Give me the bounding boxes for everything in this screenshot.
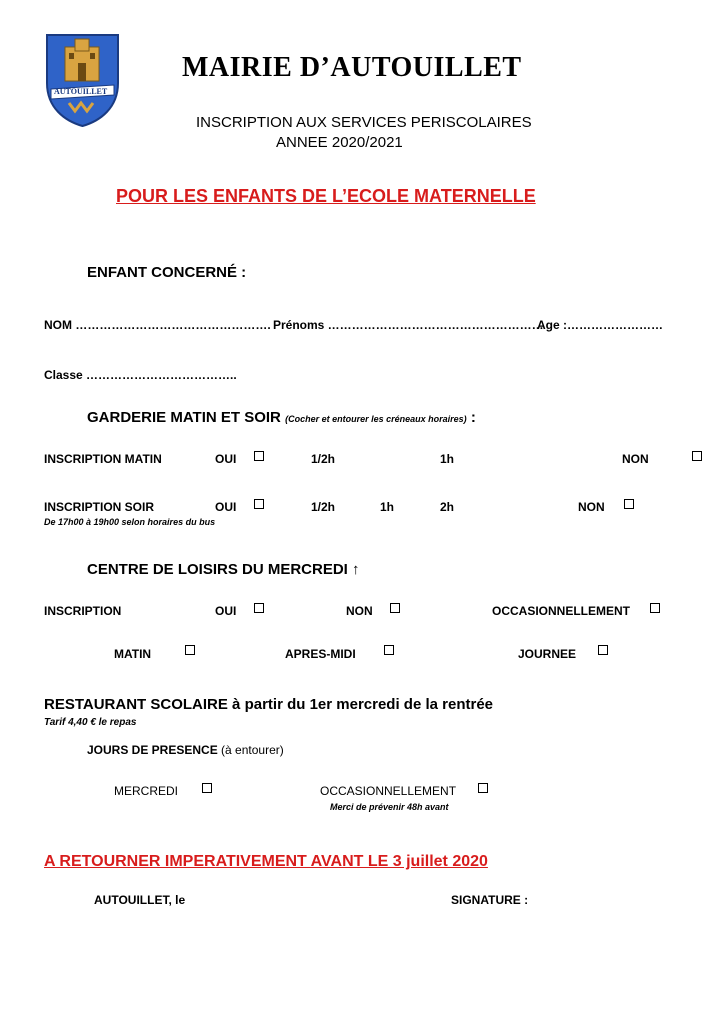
matin-non-checkbox[interactable] bbox=[692, 451, 702, 461]
arrow-up-icon: ↑ bbox=[352, 561, 360, 578]
jours-note: (à entourer) bbox=[221, 743, 284, 757]
loisirs-journee-checkbox[interactable] bbox=[598, 645, 608, 655]
jours-title: JOURS DE PRESENCE bbox=[87, 743, 218, 757]
section-restaurant: RESTAURANT SCOLAIRE à partir du 1er mercredi de la rentrée bbox=[44, 696, 494, 713]
garderie-title: GARDERIE MATIN ET SOIR bbox=[87, 409, 281, 426]
nom-field[interactable]: NOM …………………………………………. bbox=[44, 318, 271, 332]
soir-note: De 17h00 à 19h00 selon horaires du bus bbox=[44, 517, 216, 527]
loisirs-inscription-label: INSCRIPTION bbox=[44, 604, 122, 618]
deadline-notice: A RETOURNER IMPERATIVEMENT AVANT LE 3 juillet 2020 bbox=[44, 853, 488, 870]
tarif-note: Tarif 4,40 € le repas bbox=[44, 717, 137, 728]
page-title: MAIRIE D’AUTOUILLET bbox=[182, 52, 522, 83]
crest-logo bbox=[45, 33, 120, 128]
inscription-soir-label: INSCRIPTION SOIR bbox=[44, 500, 155, 514]
loisirs-occasionnellement-checkbox[interactable] bbox=[650, 603, 660, 613]
place-date-label[interactable]: AUTOUILLET, le bbox=[94, 893, 186, 907]
loisirs-matin-label: MATIN bbox=[114, 647, 152, 661]
main-heading: POUR LES ENFANTS DE L’ECOLE MATERNELLE bbox=[116, 186, 536, 206]
crest-text: AUTOUILLET bbox=[54, 87, 108, 96]
soir-non-checkbox[interactable] bbox=[624, 499, 634, 509]
loisirs-journee-label: JOURNEE bbox=[518, 647, 577, 661]
section-enfant: ENFANT CONCERNÉ : bbox=[87, 264, 247, 281]
loisirs-non-label: NON bbox=[346, 604, 373, 618]
soir-oui-label: OUI bbox=[215, 500, 237, 514]
soir-half-label[interactable]: 1/2h bbox=[311, 500, 336, 514]
soir-one-label[interactable]: 1h bbox=[380, 500, 395, 514]
garderie-colon: : bbox=[470, 409, 476, 426]
prevenir-note: Merci de prévenir 48h avant bbox=[330, 802, 449, 812]
loisirs-matin-checkbox[interactable] bbox=[185, 645, 195, 655]
loisirs-oui-checkbox[interactable] bbox=[254, 603, 264, 613]
signature-label[interactable]: SIGNATURE : bbox=[451, 893, 529, 907]
subtitle-line2: ANNEE 2020/2021 bbox=[276, 134, 403, 151]
soir-non-label: NON bbox=[578, 500, 605, 514]
restaurant-occasionnellement-checkbox[interactable] bbox=[478, 783, 488, 793]
matin-oui-label: OUI bbox=[215, 452, 237, 466]
matin-non-label: NON bbox=[622, 452, 649, 466]
prenoms-field[interactable]: Prénoms ……………………………………………… bbox=[273, 318, 544, 332]
garderie-note: (Cocher et entourer les créneaux horaires) bbox=[285, 414, 467, 424]
restaurant-occasionnellement-label: OCCASIONNELLEMENT bbox=[320, 784, 457, 798]
loisirs-occasionnellement-label: OCCASIONNELLEMENT bbox=[492, 604, 630, 618]
section-garderie bbox=[87, 409, 476, 426]
jours-presence-label bbox=[87, 743, 284, 757]
restaurant-mercredi-label: MERCREDI bbox=[114, 784, 179, 798]
subtitle-line1: INSCRIPTION AUX SERVICES PERISCOLAIRES bbox=[196, 114, 532, 131]
loisirs-apres-midi-checkbox[interactable] bbox=[384, 645, 394, 655]
soir-two-label[interactable]: 2h bbox=[440, 500, 455, 514]
age-field[interactable]: Age :…………………… bbox=[537, 318, 663, 332]
matin-one-label[interactable]: 1h bbox=[440, 452, 455, 466]
matin-oui-checkbox[interactable] bbox=[254, 451, 264, 461]
classe-field[interactable]: Classe ……………………………….. bbox=[44, 368, 237, 382]
inscription-matin-label: INSCRIPTION MATIN bbox=[44, 452, 162, 466]
loisirs-non-checkbox[interactable] bbox=[390, 603, 400, 613]
loisirs-apres-midi-label: APRES-MIDI bbox=[285, 647, 356, 661]
loisirs-title: CENTRE DE LOISIRS DU MERCREDI bbox=[87, 561, 348, 578]
loisirs-oui-label: OUI bbox=[215, 604, 237, 618]
section-loisirs bbox=[87, 561, 360, 578]
matin-half-label[interactable]: 1/2h bbox=[311, 452, 336, 466]
soir-oui-checkbox[interactable] bbox=[254, 499, 264, 509]
restaurant-mercredi-checkbox[interactable] bbox=[202, 783, 212, 793]
